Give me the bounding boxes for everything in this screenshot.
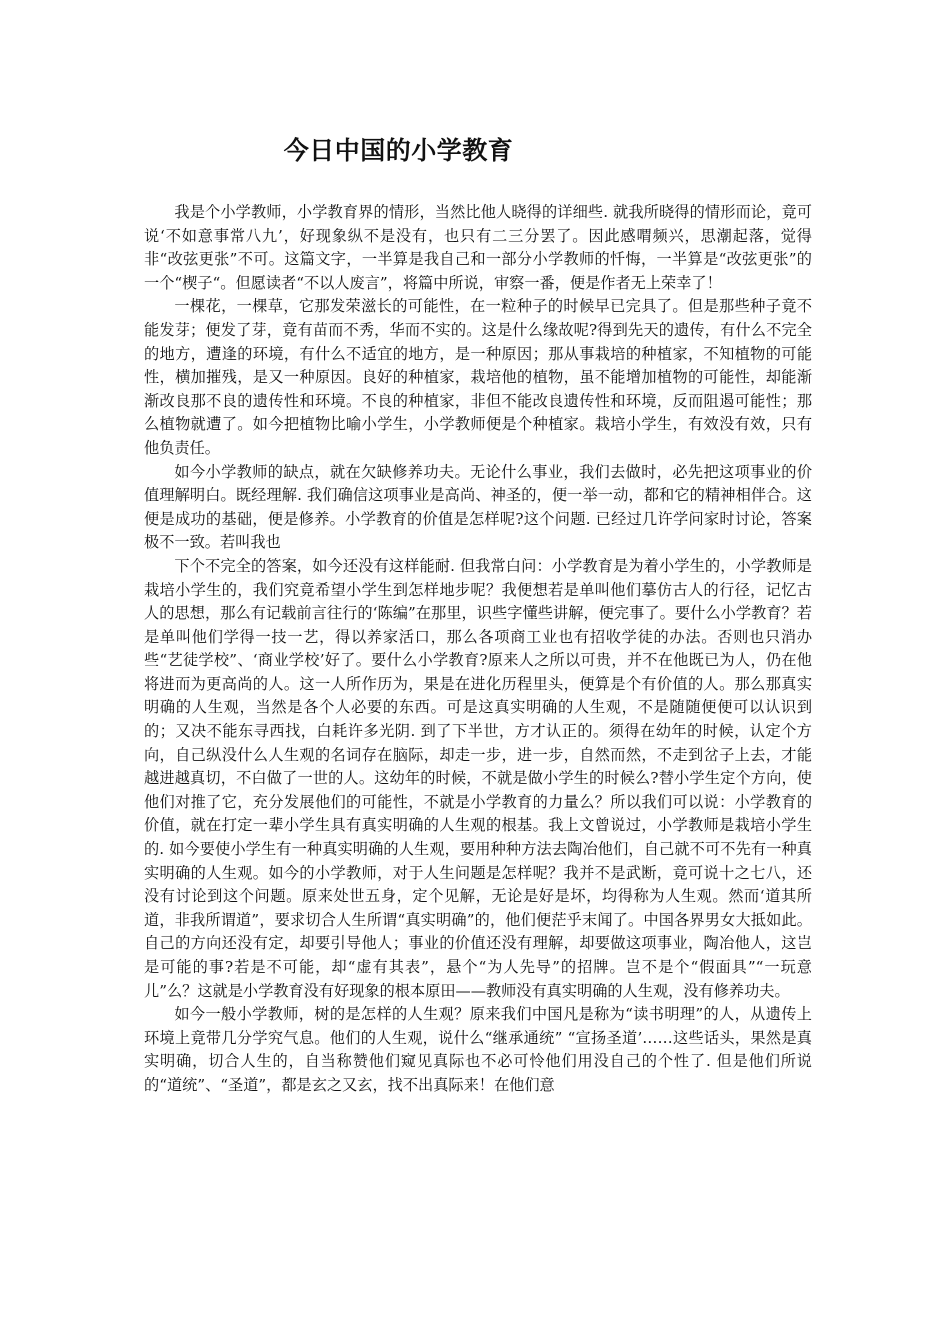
document-title: 今日中国的小学教育 bbox=[283, 136, 514, 165]
paragraph-3: 如今小学教师的缺点，就在欠缺修养功夫。无论什么事业，我们去做时，必先把这项事业的价值理解明白。既经理解. 我们确信这项事业是高尚、神圣的，便一举一动，都和它的精神相伴合。这便是成功的基础，便是修养。小学教育的价值是怎样呢?这个问题. 已经过几许学问家时讨论，答案极不一致。若叫我也 bbox=[144, 462, 812, 552]
paragraph-5: 如今一般小学教师，树的是怎样的人生观？原来我们中国凡是称为“读书明理”的人，从遗传上环境上竟带几分学究气息。他们的人生观，说什么“继承通统” “宣扬圣道’……这些话头，果然是真实明确，切合人生的，自当称赞他们窥见真际也不必可怜他们用没自己的个性了. 但是他们所说的“道统”、“圣道”，都是玄之又玄，找不出真际来！在他们意 bbox=[144, 1005, 812, 1094]
paragraph-2: 一棵花，一棵草，它那发荣滋长的可能性，在一粒种子的时候早已完具了。但是那些种子竟不能发芽；便发了芽，竟有苗而不秀，华而不实的。这是什么缘故呢?得到先天的遗传，有什么不完全的地方，遭逢的环境，有什么不适宜的地方，是一种原因；那从事栽培的种植家，不知植物的可能性，横加摧残，是又一种原因。良好的种植家，栽培他的植物，虽不能增加植物的可能性，却能渐渐改良那不良的遗传性和环境。不良的种植家，非但不能改良遗传性和环境，反而阻遏可能性；那么植物就遭了。如今把植物比喻小学生，小学教师便是个种植家。栽培小学生，有效没有效，只有他负责任。 bbox=[144, 297, 812, 457]
document-body bbox=[144, 201, 812, 1098]
paragraph-4: 下个不完全的答案，如今还没有这样能耐. 但我常白问：小学教育是为着小学生的，小学教师是栽培小学生的，我们究竟希望小学生到怎样地步呢？我便想若是单叫他们摹仿古人的行径，记忆古人的思想，那么有记载前言往行的‘陈编”在那里，识些字懂些讲解，便完事了。要什么小学教育？若是单叫他们学得一技一艺，得以养家活口，那么各项商工业也有招收学徒的办法。否则也只消办些“艺徒学校”、‘商业学校’好了。要什么小学教育?原来人之所以可贵，并不在他既已为人，仍在他将进而为更高尚的人。这一人所作历为，果是在进化历程里头，便算是个有价值的人。那么那真实明确的人生观，当然是各个人必要的东西。可是这真实明确的人生观，不是随随便便可以认识到的；又决不能东寻西找，白耗许多光阴. 到了下半世，方才认正的。须得在幼年的时候，认定个方向，自己纵没什么人生观的名词存在脑际，却走一步，进一步，自然而然，不走到岔子上去，才能越进越真切，不白做了一世的人。这幼年的时候，不就是做小学生的时候么?替小学生定个方向，使他们对推了它，充分发展他们的可能性，不就是小学教育的力量么？所以我们可以说：小学教育的价值，就在打定一辈小学生具有真实明确的人生观的根基。我上文曾说过，小学教师是栽培小学生的. 如今要使小学生有一种真实明确的人生观，要用种种方法去陶冶他们，自己就不可不先有一种真实明确的人生观。如今的小学教师，对于人生问题是怎样呢？我并不是武断，竟可说十之七八，还没有讨论到这个问题。原来处世五身，定个见解，无论是好是坏，均得称为人生观。然而‘道其所道，非我所谓道”，要求切合人生所谓“真实明确”的，他们便茫乎末闻了。中国各界男女大抵如此。自己的方向还没有定，却要引导他人；事业的价值还没有理解，却要做这项事业，陶冶他人，这岂是可能的事?若是不可能，却“虚有其表”，悬个“为人先导”的招牌。岂不是个“假面具”“一玩意儿”么？这就是小学教育没有好现象的根本原田——教师没有真实明确的人生观，没有修养功夫。 bbox=[144, 556, 812, 1000]
paragraph-1: 我是个小学教师，小学教育界的情形，当然比他人晓得的详细些. 就我所晓得的情形而论，竟可说‘不如意事常八九’，好现象纵不是没有，也只有二三分罢了。因此感喟频兴，思潮起落，觉得非“改弦更张”不可。这篇文字，一半算是我自己和一部分小学教师的忏悔，一半算是“改弦更张”的一个“楔子“。但愿读者“不以人废言”，将篇中所说，审察一番，便是作者无上荣幸了！ bbox=[144, 203, 812, 292]
